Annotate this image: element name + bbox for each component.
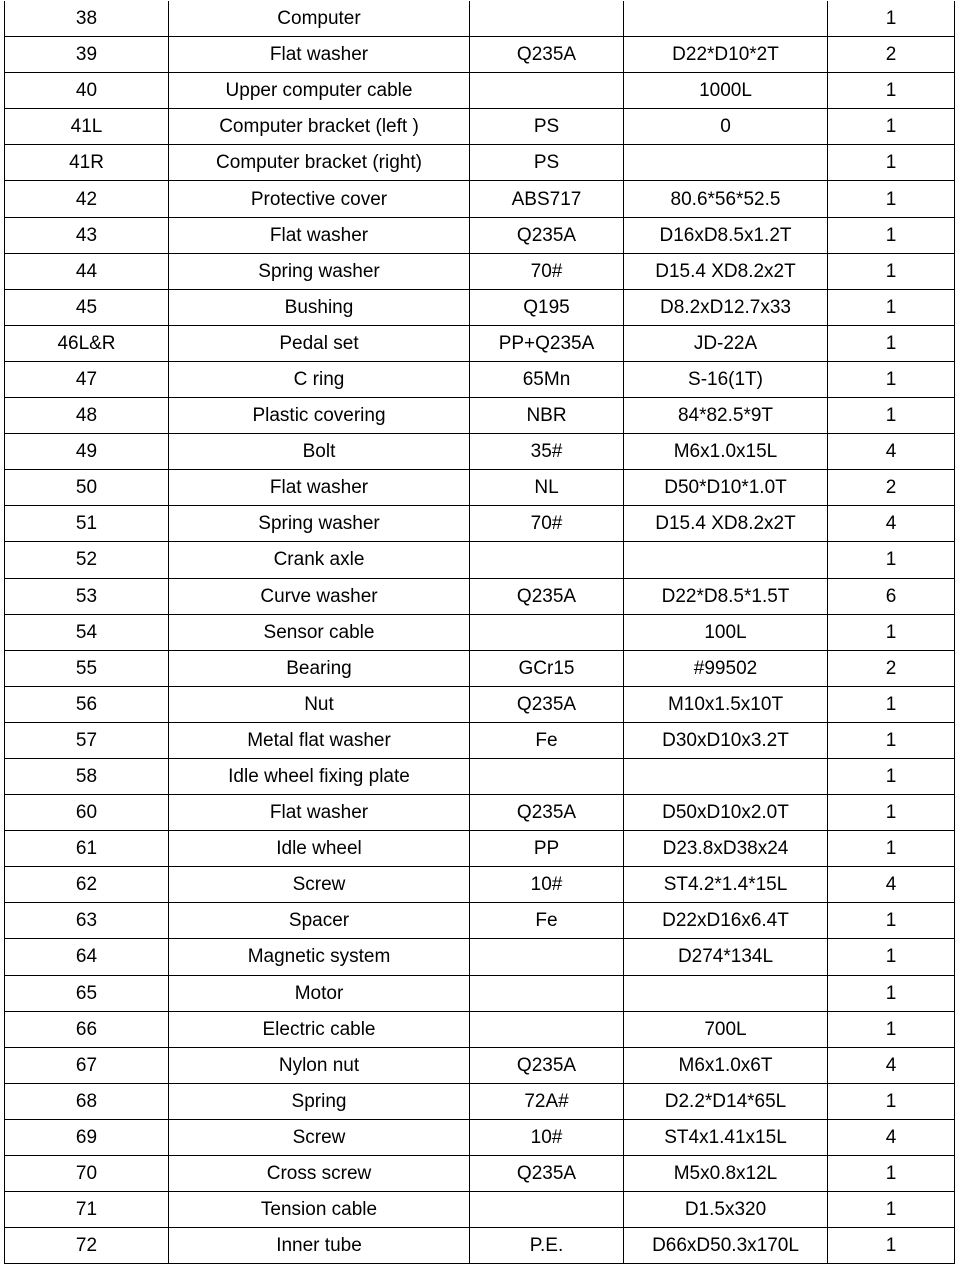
part-number-cell: 54 <box>5 614 169 650</box>
part-name-cell: Spring washer <box>169 506 470 542</box>
part-quantity-cell: 1 <box>828 614 955 650</box>
table-row <box>5 217 955 253</box>
part-spec-cell: D15.4 XD8.2x2T <box>624 253 828 289</box>
table-row <box>5 1011 955 1047</box>
table-row <box>5 758 955 794</box>
part-number-cell: 46L&R <box>5 325 169 361</box>
part-material-cell: Q235A <box>470 578 624 614</box>
part-quantity-cell: 1 <box>828 1011 955 1047</box>
table-row <box>5 1047 955 1083</box>
part-spec-cell: 700L <box>624 1011 828 1047</box>
part-quantity-cell: 1 <box>828 398 955 434</box>
table-row <box>5 1119 955 1155</box>
part-spec-cell: 80.6*56*52.5 <box>624 181 828 217</box>
table-row <box>5 1228 955 1264</box>
part-material-cell: Q235A <box>470 217 624 253</box>
part-spec-cell <box>624 975 828 1011</box>
part-spec-cell: D22xD16x6.4T <box>624 903 828 939</box>
part-material-cell: Q235A <box>470 37 624 73</box>
part-spec-cell <box>624 1 828 37</box>
part-quantity-cell: 4 <box>828 1047 955 1083</box>
part-quantity-cell: 1 <box>828 975 955 1011</box>
table-row <box>5 434 955 470</box>
part-name-cell: Bolt <box>169 434 470 470</box>
part-name-cell: Nylon nut <box>169 1047 470 1083</box>
part-material-cell: Fe <box>470 903 624 939</box>
part-material-cell: Q235A <box>470 1156 624 1192</box>
table-row <box>5 578 955 614</box>
part-number-cell: 48 <box>5 398 169 434</box>
part-material-cell: PP+Q235A <box>470 325 624 361</box>
part-quantity-cell: 1 <box>828 686 955 722</box>
part-name-cell: Curve washer <box>169 578 470 614</box>
part-number-cell: 42 <box>5 181 169 217</box>
part-number-cell: 57 <box>5 722 169 758</box>
part-name-cell: Computer bracket (left ) <box>169 109 470 145</box>
part-name-cell: Electric cable <box>169 1011 470 1047</box>
table-row <box>5 398 955 434</box>
part-number-cell: 71 <box>5 1192 169 1228</box>
part-material-cell <box>470 758 624 794</box>
part-material-cell <box>470 1011 624 1047</box>
part-quantity-cell: 1 <box>828 831 955 867</box>
part-name-cell: Protective cover <box>169 181 470 217</box>
part-spec-cell: D2.2*D14*65L <box>624 1083 828 1119</box>
part-name-cell: Spring washer <box>169 253 470 289</box>
part-quantity-cell: 4 <box>828 506 955 542</box>
part-quantity-cell: 1 <box>828 253 955 289</box>
part-quantity-cell: 1 <box>828 1192 955 1228</box>
table-row <box>5 73 955 109</box>
table-row <box>5 903 955 939</box>
part-number-cell: 41L <box>5 109 169 145</box>
part-name-cell: Nut <box>169 686 470 722</box>
table-row <box>5 361 955 397</box>
part-quantity-cell: 1 <box>828 903 955 939</box>
part-spec-cell: D22*D10*2T <box>624 37 828 73</box>
part-quantity-cell: 4 <box>828 434 955 470</box>
part-quantity-cell: 6 <box>828 578 955 614</box>
part-material-cell <box>470 1192 624 1228</box>
part-name-cell: Crank axle <box>169 542 470 578</box>
part-quantity-cell: 1 <box>828 217 955 253</box>
part-spec-cell: ST4.2*1.4*15L <box>624 867 828 903</box>
part-number-cell: 51 <box>5 506 169 542</box>
part-material-cell: P.E. <box>470 1228 624 1264</box>
table-row <box>5 614 955 650</box>
part-material-cell: PP <box>470 831 624 867</box>
part-material-cell <box>470 975 624 1011</box>
part-material-cell: 10# <box>470 867 624 903</box>
part-spec-cell: D22*D8.5*1.5T <box>624 578 828 614</box>
part-quantity-cell: 1 <box>828 145 955 181</box>
part-name-cell: Flat washer <box>169 795 470 831</box>
table-row <box>5 975 955 1011</box>
part-material-cell: 72A# <box>470 1083 624 1119</box>
part-name-cell: Pedal set <box>169 325 470 361</box>
part-spec-cell: D50*D10*1.0T <box>624 470 828 506</box>
part-material-cell <box>470 73 624 109</box>
part-name-cell: Idle wheel <box>169 831 470 867</box>
part-spec-cell: 1000L <box>624 73 828 109</box>
part-name-cell: Cross screw <box>169 1156 470 1192</box>
part-name-cell: Idle wheel fixing plate <box>169 758 470 794</box>
part-number-cell: 60 <box>5 795 169 831</box>
table-row <box>5 867 955 903</box>
part-number-cell: 56 <box>5 686 169 722</box>
part-name-cell: C ring <box>169 361 470 397</box>
part-quantity-cell: 1 <box>828 73 955 109</box>
part-name-cell: Magnetic system <box>169 939 470 975</box>
part-material-cell: 65Mn <box>470 361 624 397</box>
part-material-cell: NBR <box>470 398 624 434</box>
part-spec-cell: D16xD8.5x1.2T <box>624 217 828 253</box>
part-material-cell <box>470 542 624 578</box>
part-name-cell: Motor <box>169 975 470 1011</box>
table-row <box>5 1 955 37</box>
part-number-cell: 66 <box>5 1011 169 1047</box>
part-number-cell: 67 <box>5 1047 169 1083</box>
part-quantity-cell: 1 <box>828 1083 955 1119</box>
part-spec-cell: M6x1.0x6T <box>624 1047 828 1083</box>
parts-list-body <box>5 1 955 1264</box>
part-material-cell <box>470 1 624 37</box>
part-material-cell: PS <box>470 145 624 181</box>
part-spec-cell: D1.5x320 <box>624 1192 828 1228</box>
part-material-cell: Fe <box>470 722 624 758</box>
part-name-cell: Flat washer <box>169 37 470 73</box>
part-quantity-cell: 1 <box>828 542 955 578</box>
part-name-cell: Screw <box>169 1119 470 1155</box>
part-number-cell: 53 <box>5 578 169 614</box>
table-row <box>5 1156 955 1192</box>
part-material-cell: GCr15 <box>470 650 624 686</box>
part-quantity-cell: 2 <box>828 650 955 686</box>
part-spec-cell <box>624 758 828 794</box>
part-spec-cell: D50xD10x2.0T <box>624 795 828 831</box>
part-number-cell: 55 <box>5 650 169 686</box>
part-name-cell: Spring <box>169 1083 470 1119</box>
part-number-cell: 52 <box>5 542 169 578</box>
part-spec-cell: D8.2xD12.7x33 <box>624 289 828 325</box>
part-number-cell: 41R <box>5 145 169 181</box>
part-material-cell <box>470 614 624 650</box>
part-name-cell: Flat washer <box>169 217 470 253</box>
table-row <box>5 686 955 722</box>
part-name-cell: Spacer <box>169 903 470 939</box>
part-material-cell: 10# <box>470 1119 624 1155</box>
table-row <box>5 939 955 975</box>
table-row <box>5 1192 955 1228</box>
table-row <box>5 109 955 145</box>
part-name-cell: Flat washer <box>169 470 470 506</box>
part-number-cell: 62 <box>5 867 169 903</box>
part-quantity-cell: 1 <box>828 1 955 37</box>
part-spec-cell: JD-22A <box>624 325 828 361</box>
part-number-cell: 65 <box>5 975 169 1011</box>
part-name-cell: Plastic covering <box>169 398 470 434</box>
parts-list-table <box>4 1 955 1264</box>
part-number-cell: 44 <box>5 253 169 289</box>
part-spec-cell: D274*134L <box>624 939 828 975</box>
part-number-cell: 45 <box>5 289 169 325</box>
table-row <box>5 542 955 578</box>
part-number-cell: 69 <box>5 1119 169 1155</box>
part-number-cell: 40 <box>5 73 169 109</box>
part-name-cell: Computer bracket (right) <box>169 145 470 181</box>
part-material-cell: Q195 <box>470 289 624 325</box>
part-quantity-cell: 4 <box>828 867 955 903</box>
table-row <box>5 37 955 73</box>
part-material-cell: 70# <box>470 253 624 289</box>
part-material-cell: NL <box>470 470 624 506</box>
part-name-cell: Metal flat washer <box>169 722 470 758</box>
part-material-cell: Q235A <box>470 795 624 831</box>
table-row <box>5 253 955 289</box>
part-name-cell: Bearing <box>169 650 470 686</box>
part-quantity-cell: 1 <box>828 289 955 325</box>
part-name-cell: Screw <box>169 867 470 903</box>
part-quantity-cell: 1 <box>828 361 955 397</box>
part-number-cell: 49 <box>5 434 169 470</box>
table-row <box>5 470 955 506</box>
part-number-cell: 50 <box>5 470 169 506</box>
table-row <box>5 506 955 542</box>
part-quantity-cell: 1 <box>828 758 955 794</box>
part-quantity-cell: 1 <box>828 939 955 975</box>
part-material-cell <box>470 939 624 975</box>
table-row <box>5 722 955 758</box>
part-quantity-cell: 1 <box>828 722 955 758</box>
part-name-cell: Inner tube <box>169 1228 470 1264</box>
part-quantity-cell: 1 <box>828 1156 955 1192</box>
part-number-cell: 64 <box>5 939 169 975</box>
part-material-cell: Q235A <box>470 1047 624 1083</box>
table-row <box>5 325 955 361</box>
part-number-cell: 70 <box>5 1156 169 1192</box>
part-name-cell: Tension cable <box>169 1192 470 1228</box>
table-row <box>5 145 955 181</box>
part-quantity-cell: 2 <box>828 37 955 73</box>
part-spec-cell: D30xD10x3.2T <box>624 722 828 758</box>
part-number-cell: 43 <box>5 217 169 253</box>
part-quantity-cell: 1 <box>828 795 955 831</box>
part-spec-cell: M10x1.5x10T <box>624 686 828 722</box>
part-quantity-cell: 1 <box>828 325 955 361</box>
part-spec-cell: M6x1.0x15L <box>624 434 828 470</box>
part-quantity-cell: 1 <box>828 181 955 217</box>
table-row <box>5 1083 955 1119</box>
part-quantity-cell: 2 <box>828 470 955 506</box>
part-name-cell: Bushing <box>169 289 470 325</box>
part-material-cell: 70# <box>470 506 624 542</box>
part-spec-cell: M5x0.8x12L <box>624 1156 828 1192</box>
part-material-cell: ABS717 <box>470 181 624 217</box>
part-material-cell: Q235A <box>470 686 624 722</box>
part-spec-cell: D23.8xD38x24 <box>624 831 828 867</box>
part-spec-cell: #99502 <box>624 650 828 686</box>
part-name-cell: Computer <box>169 1 470 37</box>
part-name-cell: Sensor cable <box>169 614 470 650</box>
part-number-cell: 39 <box>5 37 169 73</box>
part-spec-cell: 100L <box>624 614 828 650</box>
part-spec-cell: 84*82.5*9T <box>624 398 828 434</box>
table-row <box>5 831 955 867</box>
part-spec-cell: S-16(1T) <box>624 361 828 397</box>
part-number-cell: 47 <box>5 361 169 397</box>
part-spec-cell: D66xD50.3x170L <box>624 1228 828 1264</box>
part-spec-cell <box>624 145 828 181</box>
table-row <box>5 795 955 831</box>
table-row <box>5 289 955 325</box>
table-row <box>5 181 955 217</box>
part-quantity-cell: 1 <box>828 109 955 145</box>
part-number-cell: 63 <box>5 903 169 939</box>
table-row <box>5 650 955 686</box>
part-number-cell: 38 <box>5 1 169 37</box>
part-spec-cell: ST4x1.41x15L <box>624 1119 828 1155</box>
part-number-cell: 68 <box>5 1083 169 1119</box>
part-quantity-cell: 1 <box>828 1228 955 1264</box>
part-number-cell: 61 <box>5 831 169 867</box>
part-spec-cell <box>624 542 828 578</box>
part-quantity-cell: 4 <box>828 1119 955 1155</box>
part-material-cell: 35# <box>470 434 624 470</box>
part-spec-cell: 0 <box>624 109 828 145</box>
part-number-cell: 58 <box>5 758 169 794</box>
part-material-cell: PS <box>470 109 624 145</box>
part-spec-cell: D15.4 XD8.2x2T <box>624 506 828 542</box>
part-name-cell: Upper computer cable <box>169 73 470 109</box>
part-number-cell: 72 <box>5 1228 169 1264</box>
